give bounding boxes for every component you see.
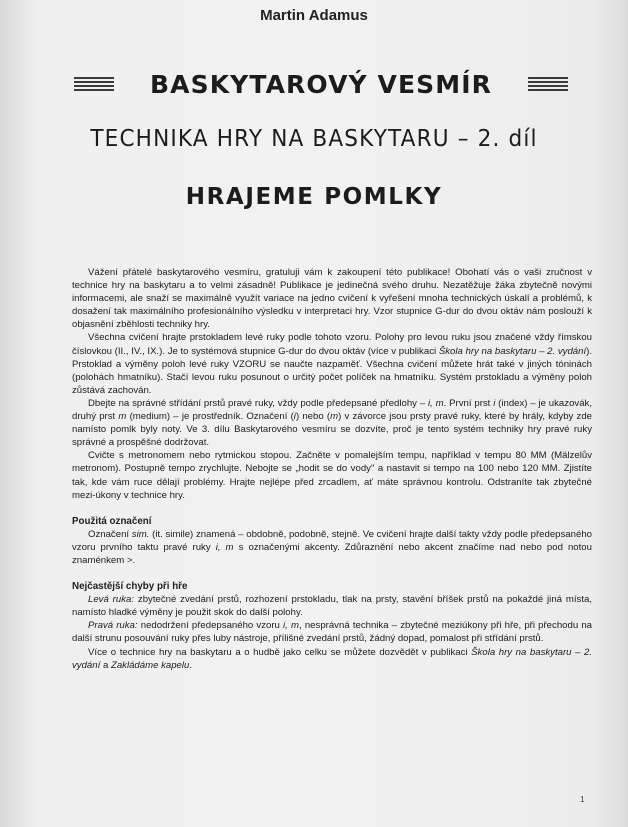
author-name: Martin Adamus bbox=[260, 7, 368, 24]
series-title: BASKYTAROVÝ VESMÍR bbox=[150, 69, 492, 99]
paragraph-fingering: Všechna cvičení hrajte prstokladem levé ruky podle tohoto vzoru. Polohy pro levou ruku jsou značené vždy římskou číslovkou (II., IV., IX.). Je to systémová stupnice G-dur do dvou oktáv (více v publikaci Škola hry na baskytaru – 2. vydání). Prstoklad a výměny poloh levé ruky VZORU se naučte nazpaměť. Všechna cvičení můžete hrát také v jiných tóninách (polohách hmatníku). Stačí levou ruku posunout o určitý počet políček na hmatníku. Systém prstokladu a výměny poloh zůstává zachován. bbox=[72, 332, 592, 396]
paragraph-closing: Více o technice hry na baskytaru a o hudbě jako celku se můžete dozvědět v publikaci Škola hry na baskytaru – 2. vydání a Zakládáme kapelu. bbox=[72, 646, 592, 671]
paragraph-notation: Označení sim. (it. simile) znamená – obdobně, podobně, stejně. Ve cvičení hrajte další takty vždy podle předepsaného vzoru prvního taktu pravé ruky i, m s označenými akcenty. Zdůraznění nebo akcent značíme nad nebo pod notou znaménkem >. bbox=[72, 528, 592, 566]
chapter-heading: HRAJEME POMLKY bbox=[185, 184, 443, 210]
paragraph-left-hand-mistakes: Levá ruka: zbytečné zvedání prstů, rozhození prstokladu, tlak na prsty, stavění bříšek prstů na pokaždé jiná místa, namísto hladké výměny je použit skok do další polohy. bbox=[72, 594, 592, 619]
subtitle: TECHNIKA HRY NA BASKYTARU – 2. díl bbox=[90, 126, 538, 152]
body-text bbox=[72, 266, 592, 672]
series-title-row bbox=[74, 64, 568, 104]
left-decorative-lines bbox=[74, 77, 114, 91]
page-number: 1 bbox=[580, 795, 585, 804]
paragraph-metronome: Cvičte s metronomem nebo rytmickou stopou. Začněte v pomalejším tempu, například v tempu 80 MM (Mälzelův metronom). Postupně tempo zrychlujte. Nebojte se „hodit se do vody" a nastavit si tempo na 100 nebo 120 MM. Zjistíte tak, kde vám ruce dělají problémy. Hrajte nejlépe před zrcadlem, ať máte správnou kontrolu. Odstraníte tak zbytečné mezi-úkony v technice hry. bbox=[72, 450, 592, 501]
section-heading-mistakes: Nejčastější chyby při hře bbox=[72, 581, 188, 593]
paragraph-right-hand: Dbejte na správné střídání prstů pravé ruky, vždy podle předepsané předlohy – i, m. První prst i (index) – je ukazovák, druhý prst m (medium) – je prostředník. Označení (i) nebo (m) v závorce jsou prsty pravé ruky, které by hrály, kdyby zde namísto pomlk byly noty. Ve 3. dílu Baskytarového vesmíru se dozvíte, proč je tento systém techniky hry pravé ruky správné a prospěšné dodržovat. bbox=[72, 397, 592, 449]
section-heading-notation: Použitá označení bbox=[72, 515, 152, 527]
paragraph-intro: Vážení přátelé baskytarového vesmíru, gratuluji vám k zakoupení této publikace! Obohatí vás o vaši zručnost v technice hry na baskytaru a to velmi zásadně! Publikace je jedinečná svého druhu. Nezatěžuje žáka zbytečně novými informacemi, ale snaží se maximálně využít variace na jedno cvičení k vyřešení mnoha technických úskalí a problémů, k dosažení tak maximálního profesionálního výsledku v interpretaci hry. Vzor stupnice G-dur do dvou oktáv nám poslouží k objasnění zběhlosti techniky hry. bbox=[72, 267, 592, 331]
right-decorative-lines bbox=[528, 77, 568, 91]
paragraph-right-hand-mistakes: Pravá ruka: nedodržení předepsaného vzoru i, m, nesprávná technika – zbytečné meziúkony při hře, při přechodu na další strunu posouvání ruky přes luby nástroje, přílišné zvedání prstů, žádný dopad, pomalost při střídání prstů. bbox=[72, 620, 592, 645]
